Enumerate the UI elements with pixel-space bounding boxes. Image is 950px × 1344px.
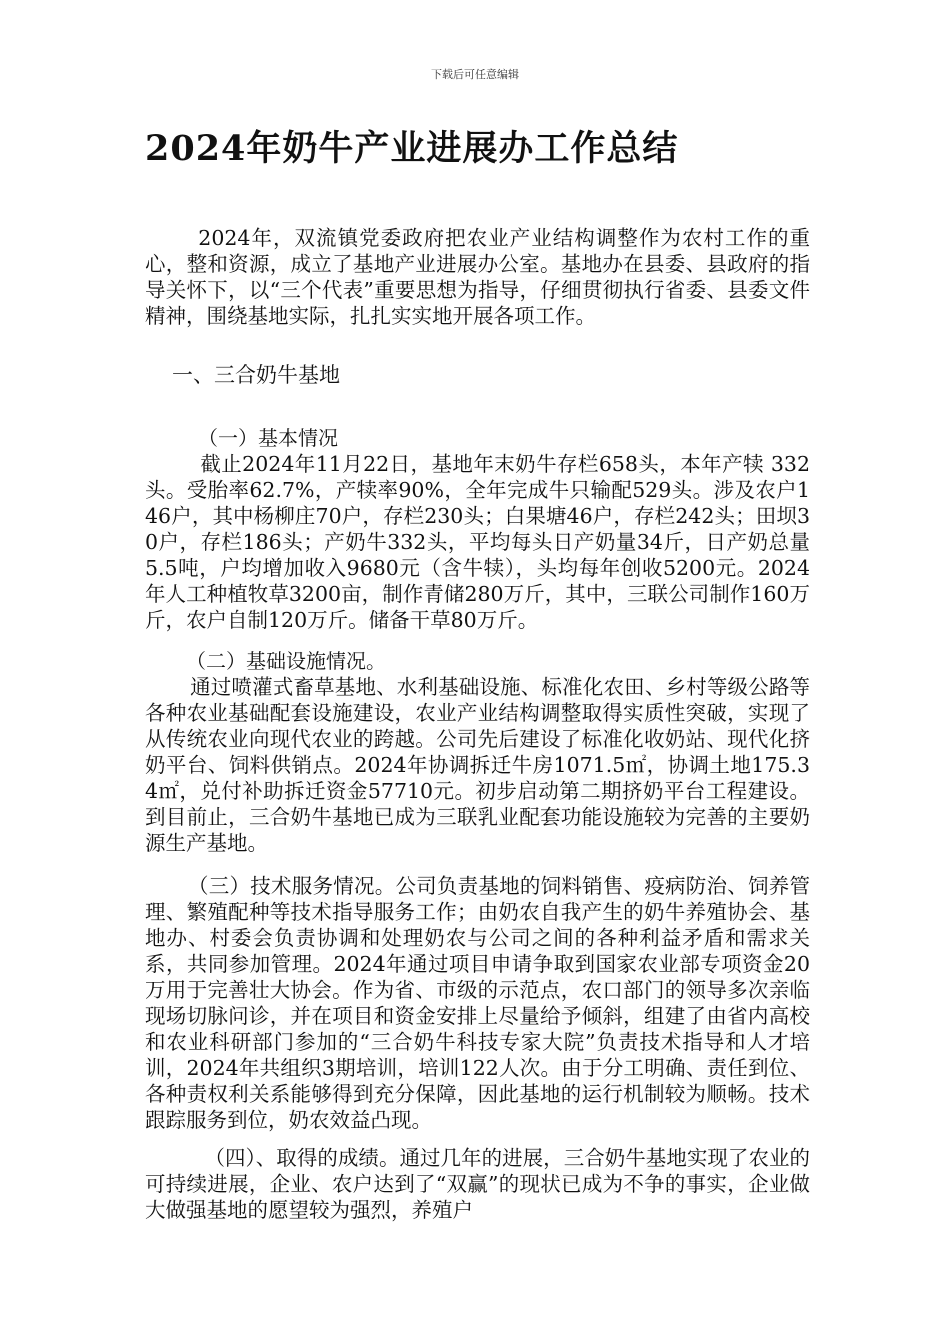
infrastructure-paragraph — [145, 674, 810, 856]
technical-service-text: （三）技术服务情况。公司负责基地的饲料销售、疫病防治、饲养管理、繁殖配种等技术指导服务工作；由奶农自我产生的奶牛养殖协会、基地办、村委会负责协调和处理奶农与公司之间的各种利益矛盾和需求关系，共同参加管理。2024年通过项目申请争取到国家农业部专项资金20万用于完善壮大协会。作为省、市级的示范点，农口部门的领导多次亲临现场切脉问诊，并在项目和资金安排上尽量给予倾斜，组建了由省内高校和农业科研部门参加的“三合奶牛科技专家大院”负责技术指导和人才培训，2024年共组织3期培训，培训122人次。由于分工明确、责任到位、各种责权利关系能够得到充分保障，因此基地的运行机制较为顺畅。技术跟踪服务到位，奶农效益凸现。 — [145, 874, 810, 1132]
achievements-text: （四）、取得的成绩。通过几年的进展，三合奶牛基地实现了农业的可持续进展，企业、农户达到了“双赢”的现状已成为不争的事实，企业做大做强基地的愿望较为强烈，养殖户 — [145, 1146, 810, 1222]
achievements-paragraph — [145, 1145, 810, 1223]
basic-situation-text: 截止2024年11月22日，基地年末奶牛存栏658头，本年产犊 332 头。受胎率62.7%，产犊率90%，全年完成牛只输配529头。涉及农户146户，其中杨柳庄70户，存栏230头；白果塘46户，存栏242头；田坝30户，存栏186头；产奶牛332头，平均每头日产奶量34斤，日产奶总量5.5吨，户均增加收入9680元（含牛犊），头均每年创收5200元。2024年人工种植牧草3200亩，制作青储280万斤，其中，三联公司制作160万斤，农户自制120万斤。储备干草80万斤。 — [145, 452, 810, 632]
basic-situation-paragraph — [145, 451, 810, 633]
subsection-title-basic: （一）基本情况 — [198, 426, 338, 450]
header-note: 下载后可任意编辑 — [431, 68, 519, 81]
document-title: 2024年奶牛产业进展办工作总结 — [145, 128, 679, 169]
infrastructure-text: 通过喷灌式畜草基地、水利基础设施、标准化农田、乡村等级公路等各种农业基础配套设施建设，农业产业结构调整取得实质性突破，实现了从传统农业向现代农业的跨越。公司先后建设了标准化收奶站、现代化挤奶平台、饲料供销点。2024年协调拆迁牛房1071.5㎡，协调土地175.34㎡，兑付补助拆迁资金57710元。初步启动第二期挤奶平台工程建设。到目前止，三合奶牛基地已成为三联乳业配套功能设施较为完善的主要奶源生产基地。 — [145, 675, 810, 855]
subsection-title-infrastructure: （二）基础设施情况。 — [186, 649, 386, 673]
intro-paragraph — [145, 225, 810, 329]
intro-text: 2024年，双流镇党委政府把农业产业结构调整作为农村工作的重心，整和资源，成立了基地产业进展办公室。基地办在县委、县政府的指导关怀下，以“三个代表”重要思想为指导，仔细贯彻执行省委、县委文件精神，围绕基地实际，扎扎实实地开展各项工作。 — [145, 226, 810, 328]
section-heading: 一、三合奶牛基地 — [172, 363, 340, 387]
technical-service-paragraph — [145, 873, 810, 1133]
